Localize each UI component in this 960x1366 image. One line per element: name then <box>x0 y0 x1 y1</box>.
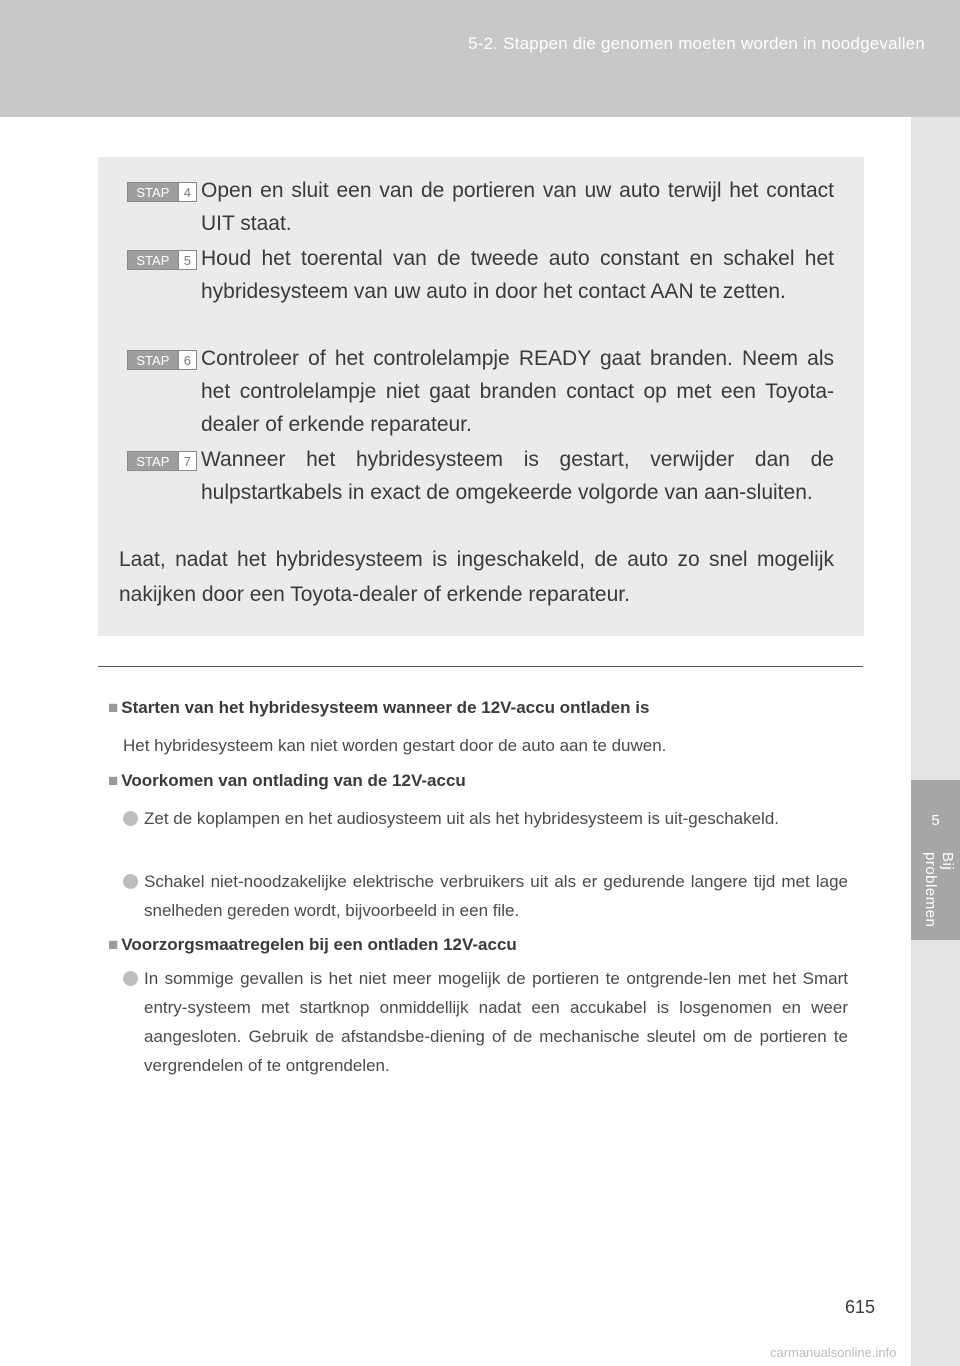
square-bullet-icon: ■ <box>108 698 119 717</box>
step-badge: STAP 7 <box>127 451 197 471</box>
circle-bullet-icon <box>123 811 138 826</box>
note-heading: ■ Starten van het hybridesysteem wanneer de 12V-accu ontladen is <box>108 698 650 717</box>
box-note: Laat, nadat het hybridesysteem is ingeschakeld, de auto zo snel mogelijk nakijken door een Toyota-dealer of erkende reparateur. <box>119 548 834 606</box>
watermark: carmanualsonline.info <box>770 1345 897 1360</box>
divider <box>98 666 863 667</box>
chapter-tab <box>911 780 960 940</box>
square-bullet-icon: ■ <box>108 935 119 954</box>
side-tab-strip <box>911 117 960 1366</box>
page-header <box>0 0 960 117</box>
step-number: 6 <box>178 351 196 369</box>
circle-bullet-icon <box>123 971 138 986</box>
step-number: 5 <box>178 251 196 269</box>
section-title: 5-2. Stappen die genomen moeten worden in noodgevallen <box>468 34 925 53</box>
steps-box <box>98 157 864 636</box>
note-text: Het hybridesysteem kan niet worden gestart door de auto aan te duwen. <box>123 736 667 755</box>
chapter-label: Bij problemen <box>922 852 956 928</box>
note-heading: ■ Voorkomen van ontlading van de 12V-accu <box>108 771 466 790</box>
list-item: Zet de koplampen en het audiosysteem uit als het hybridesysteem is uit-geschakeld. <box>123 804 848 833</box>
circle-bullet-icon <box>123 874 138 889</box>
list-item: Schakel niet-noodzakelijke elektrische verbruikers uit als er gedurende langere tijd met lage snelheden gereden wordt, bijvoorbeeld in een file. <box>123 867 848 925</box>
step-text: Open en sluit een van de portieren van uw auto terwijl het contact UIT staat. <box>201 179 834 235</box>
step-badge: STAP 6 <box>127 350 197 370</box>
step-badge: STAP 4 <box>127 182 197 202</box>
step-badge: STAP 5 <box>127 250 197 270</box>
step-text: Controleer of het controlelampje READY gaat branden. Neem als het controlelampje niet gaat branden contact op met een Toyota-dealer of erkende reparateur. <box>201 347 834 436</box>
chapter-number: 5 <box>931 812 940 829</box>
step-number: 4 <box>178 183 196 201</box>
square-bullet-icon: ■ <box>108 771 119 790</box>
step-number: 7 <box>178 452 196 470</box>
note-heading: ■ Voorzorgsmaatregelen bij een ontladen 12V-accu <box>108 935 517 954</box>
page-number: 615 <box>845 1297 876 1317</box>
step-text: Houd het toerental van de tweede auto constant en schakel het hybridesysteem van uw auto in door het contact AAN te zetten. <box>201 247 834 303</box>
list-item: In sommige gevallen is het niet meer mogelijk de portieren te ontgrende-len met het Smart entry-systeem met startknop onmiddellijk nadat een accukabel is losgenomen en weer aangesloten. Gebruik de afstandsbe-diening of de mechanische sleutel om de portieren te vergrendelen of te ontgrendelen. <box>123 964 848 1080</box>
step-text: Wanneer het hybridesysteem is gestart, verwijder dan de hulpstartkabels in exact de omgekeerde volgorde van aan-sluiten. <box>201 448 834 504</box>
